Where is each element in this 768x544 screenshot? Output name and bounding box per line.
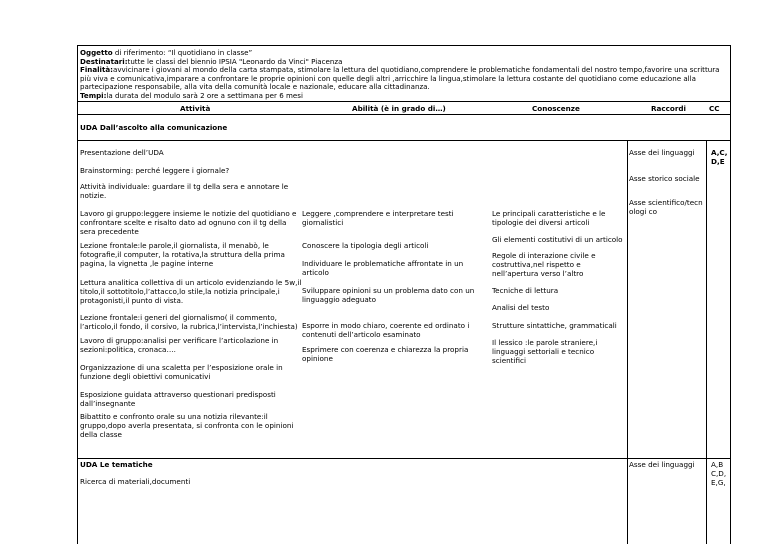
uda1-title-divider [78,140,730,141]
uda1-cc: A,C, D,E [711,148,728,166]
uda1-attivita-7: Lezione frontale:i generi del giornalismo( il commento, l’articolo,il fondo, il corsivo, la rubrica,l’intervista,l’inchiesta) [80,313,298,331]
uda1-conoscenze-6: Strutture sintattiche, grammaticali [492,321,617,330]
uda1-attivita-11: Bibattito e confronto orale su una notizia rilevante:il gruppo,dopo averla presentata, si confronta con le opinioni della classe [80,412,294,439]
uda2-cc: A,B C,D, E,G, [711,460,727,487]
uda1-attivita-4: Lavoro gi gruppo:leggere insieme le notizie del quotidiano e confrontare scelte e risalto dato ad ognuno con il tg della sera precedente [80,209,297,236]
oggetto-text: di riferimento: “Il quotidiano in classe” [112,48,253,57]
uda1-attivita-9: Organizzazione di una scaletta per l’esposizione orale in funzione degli obiettivi comunicativi [80,363,283,381]
module-header [80,49,726,101]
uda1-conoscenze-5: Analisi del testo [492,303,550,312]
destinatari-label: Destinatari: [80,56,128,66]
uda1-conoscenze-3: Regole di interazione civile e costruttiva,nel rispetto e nell’apertura verso l’altro [492,251,596,278]
finalita-line [80,66,726,92]
destinatari-text: tutte le classi del biennio IPSIA "Leonardo da Vinci" Piacenza [127,56,343,66]
header-divider [78,101,730,102]
column-header-divider [78,114,730,115]
uda1-abilita-3: Individuare le problematiche affrontate in un articolo [302,259,464,277]
finalita-text: avvicinare i giovani al mondo della carta stampata, stimolare la lettura del quotidiano,comprendere le problematiche fondamentali del nostro tempo,favorire una scrittura più viva e comunicativa,imparare a confrontare le proprie opinioni con quelle degli altri ,arricchire la lingua,stimolare la lettura costante del quotidiano come educazione alla partecipazione responsabile, alla vita della comunità locale e nazionale, educare alla cittadinanza. [80,65,720,92]
tempi-label: Tempi: [80,90,107,100]
uda2-divider [78,458,730,459]
uda1-conoscenze-7: Il lessico :le parole straniere,i linguaggi settoriali e tecnico scientifici [492,338,598,365]
uda1-raccordi-3: Asse scientifico/tecnologi co [629,198,703,216]
uda2-attivita-1: Ricerca di materiali,documenti [80,477,191,486]
document-page [77,45,731,544]
col-header-raccordi: Raccordi [651,104,686,113]
uda1-abilita-4: Sviluppare opinioni su un problema dato con un linguaggio adeguato [302,286,475,304]
uda1-attivita-6: Lettura analitica collettiva di un articolo evidenziando le 5w,il titolo,il sottotitolo,l’attacco,lo stile,la notizia principale,i protagonisti,il punto di vista. [80,278,302,305]
tempi-line [80,92,726,101]
col-header-attivita: Attività [180,104,211,113]
uda2-cc-col-line [706,458,707,544]
col-header-cc: CC [709,104,720,113]
uda1-abilita-5: Esporre in modo chiaro, coerente ed ordinato i contenuti dell’articolo esaminato [302,321,470,339]
uda1-attivita-2: Brainstorming: perché leggere i giornale? [80,166,230,175]
uda1-conoscenze-1: Le principali caratteristiche e le tipologie dei diversi articoli [492,209,606,227]
uda1-attivita-5: Lezione frontale:le parole,il giornalista, il menabò, le fotografie,il computer, la rotativa,la struttura della prima pagina, la vignetta ,le pagine interne [80,241,285,268]
uda1-abilita-1: Leggere ,comprendere e interpretare testi giornalistici [302,209,454,227]
uda2-raccordi-1: Asse dei linguaggi [629,460,695,469]
uda1-abilita-2: Conoscere la tipologia degli articoli [302,241,429,250]
uda1-raccordi-2: Asse storico sociale [629,174,700,183]
uda1-attivita-3: Attività individuale: guardare il tg della sera e annotare le notizie. [80,182,289,200]
uda1-conoscenze-2: Gli elementi costitutivi di un articolo [492,235,623,244]
finalita-label: Finalità: [80,65,113,75]
uda1-attivita-8: Lavoro di gruppo:analisi per verificare l’articolazione in sezioni:politica, cronaca…. [80,336,279,354]
oggetto-label: Oggetto [80,48,113,57]
uda1-attivita-1: Presentazione dell’UDA [80,148,164,157]
raccordi-col-line [627,140,628,458]
uda1-attivita-10: Esposizione guidata attraverso questionari predisposti dall’insegnante [80,390,276,408]
uda1-title: UDA Dall’ascolto alla comunicazione [80,123,228,132]
uda1-conoscenze-4: Tecniche di lettura [492,286,559,295]
uda2-raccordi-col-line [627,458,628,544]
cc-col-line [706,140,707,458]
uda1-raccordi-1: Asse dei linguaggi [629,148,695,157]
col-header-conoscenze: Conoscenze [532,104,580,113]
col-header-abilita: Abilità (è in grado di…) [352,104,446,113]
tempi-text: la durata del modulo sarà 2 ore a settimana per 6 mesi [106,90,303,100]
uda1-abilita-6: Esprimere con coerenza e chiarezza la propria opinione [302,345,469,363]
uda2-title: UDA Le tematiche [80,460,153,469]
